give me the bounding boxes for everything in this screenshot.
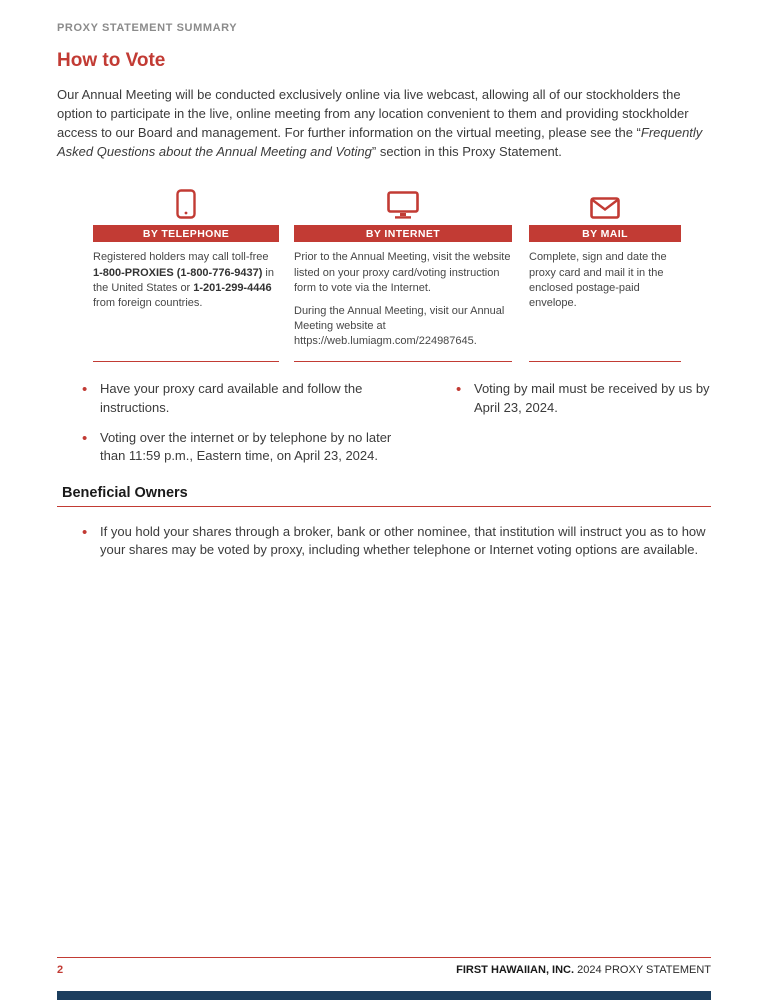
section-eyebrow: PROXY STATEMENT SUMMARY bbox=[57, 22, 238, 34]
vote-methods bbox=[93, 185, 681, 362]
intro-text-post: ” section in this Proxy Statement. bbox=[371, 143, 562, 159]
internet-body bbox=[294, 250, 512, 349]
internet-text-2: During the Annual Meeting, visit our Annual Meeting website at https://web.lumiagm.com/224987645. bbox=[294, 304, 505, 348]
beneficial-owners-heading: Beneficial Owners bbox=[62, 485, 188, 502]
internet-banner: BY INTERNET bbox=[294, 225, 512, 242]
telephone-text-3: from foreign countries. bbox=[93, 296, 203, 309]
phone-icon bbox=[93, 185, 279, 219]
telephone-text-2: in the United States or bbox=[93, 266, 274, 294]
footer-doc-label: 2024 PROXY STATEMENT bbox=[574, 964, 711, 976]
footer-company-name: FIRST HAWAIIAN, INC. bbox=[456, 964, 575, 976]
intro-text-pre: Our Annual Meeting will be conducted exclusively online via live webcast, allowing all of our stockholders the option to participate in the live, online meeting from any location convenient to them and providing stockholder access to our Board and management. For further information on the virtual meeting, please see the “ bbox=[57, 87, 689, 140]
telephone-number-1: 1-800-PROXIES (1-800-776-9437) bbox=[93, 266, 263, 279]
voting-bullets-left bbox=[57, 380, 409, 477]
internet-text-1: Prior to the Annual Meeting, visit the website listed on your proxy card/voting instruction form to vote via the Internet. bbox=[294, 251, 511, 294]
method-mail bbox=[529, 185, 681, 362]
monitor-icon bbox=[294, 185, 512, 219]
voting-bullets-right bbox=[409, 380, 711, 477]
bottom-navy-bar bbox=[57, 991, 711, 1000]
telephone-number-2: 1-201-299-4446 bbox=[193, 281, 272, 294]
list-item: • Voting by mail must be received by us by April 23, 2024. bbox=[456, 380, 711, 416]
voting-bullets bbox=[57, 380, 711, 477]
method-internet bbox=[294, 185, 512, 362]
beneficial-owners-body bbox=[57, 523, 711, 559]
list-item: • Voting over the internet or by telephone by no later than 11:59 p.m., Eastern time, on April 23, 2024. bbox=[82, 429, 409, 465]
list-item: • Have your proxy card available and follow the instructions. bbox=[82, 380, 409, 416]
mail-body bbox=[529, 250, 681, 311]
page-title: How to Vote bbox=[57, 50, 166, 71]
beneficial-owners-heading-rule bbox=[57, 485, 711, 507]
mail-banner: BY MAIL bbox=[529, 225, 681, 242]
telephone-banner: BY TELEPHONE bbox=[93, 225, 279, 242]
page-footer bbox=[57, 957, 711, 976]
footer-doc-title bbox=[456, 964, 711, 976]
intro-paragraph bbox=[57, 86, 711, 161]
method-telephone bbox=[93, 185, 279, 362]
telephone-body bbox=[93, 250, 279, 311]
intro-text-italic: Frequently Asked Questions about the Annual Meeting and Voting bbox=[57, 124, 703, 159]
page-number: 2 bbox=[57, 964, 64, 976]
mail-text-1: Complete, sign and date the proxy card and mail it in the enclosed postage-paid envelope. bbox=[529, 251, 667, 309]
envelope-icon bbox=[529, 185, 681, 219]
list-item: • If you hold your shares through a broker, bank or other nominee, that institution will instruct you as to how your shares may be voted by proxy, including whether telephone or Internet voting options are available. bbox=[82, 523, 711, 559]
telephone-text-1: Registered holders may call toll-free bbox=[93, 251, 269, 264]
